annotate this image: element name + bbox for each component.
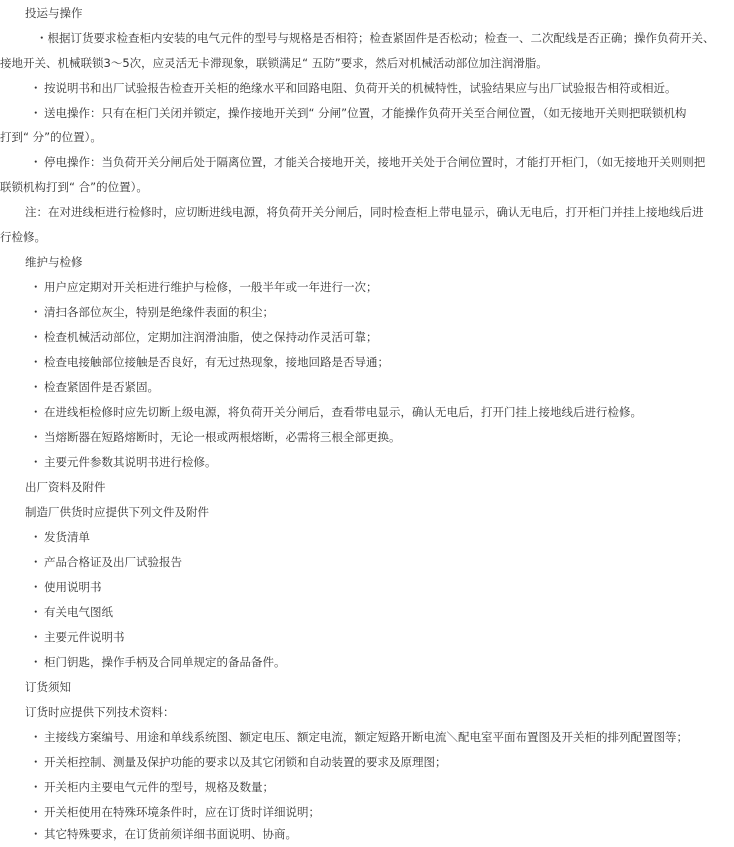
list-item	[0, 76, 734, 101]
list-item	[0, 350, 734, 375]
paragraph-line: 联锁机构打到“ 合”的位置）。	[0, 180, 148, 194]
bullet-icon: ・	[30, 155, 42, 169]
section-heading-ordering: 订货须知	[25, 680, 71, 694]
bullet-icon: ・	[30, 805, 42, 819]
list-item-text: 检查机械活动部位，定期加注润滑油脂，使之保持动作灵活可靠；	[44, 330, 378, 344]
list-item-text: 检查电接触部位接触是否良好，有无过热现象，接地回路是否导通；	[44, 355, 389, 369]
bullet-icon: ・	[30, 430, 42, 444]
list-item-text: 使用说明书	[44, 580, 102, 594]
list-item-text: 主接线方案编号、用途和单线系统图、额定电压、额定电流，额定短路开断电流＼配电室平面布置图及开关柜的排列配置图等；	[44, 730, 688, 744]
paragraph-line: 接地开关、机械联锁3～5次，应灵活无卡滞现象，联锁满足“ 五防”要求，然后对机械活动部位加注润滑脂。	[0, 56, 548, 70]
section-heading-transport: 投运与操作	[25, 6, 83, 20]
bullet-icon: ・	[30, 305, 42, 319]
list-item	[0, 275, 734, 300]
list-item	[0, 550, 734, 575]
list-item	[0, 525, 734, 550]
section-heading-documents: 出厂资料及附件	[25, 480, 106, 494]
list-item-text: 送电操作：只有在柜门关闭并锁定，操作接地开关到“ 分闸”位置，才能操作负荷开关至合闸位置，（如无接地开关则把联锁机构	[44, 106, 687, 120]
bullet-icon: ・	[30, 530, 42, 544]
list-item-text: 主要元件参数其说明书进行检修。	[44, 455, 217, 469]
list-item-text: 其它特殊要求，在订货前须详细书面说明、协商。	[44, 827, 297, 841]
list-item	[0, 822, 734, 847]
bullet-icon: ・	[30, 380, 42, 394]
list-item	[0, 425, 734, 450]
list-item	[0, 325, 734, 350]
list-item	[0, 375, 734, 400]
list-item	[0, 600, 734, 625]
bullet-icon: ・	[30, 455, 42, 469]
bullet-icon: ・	[30, 630, 42, 644]
list-item	[0, 400, 734, 425]
list-item-text: 用户应定期对开关柜进行维护与检修，一般半年或一年进行一次；	[44, 280, 378, 294]
bullet-icon: ・	[30, 580, 42, 594]
bullet-icon: ・	[30, 780, 42, 794]
list-item	[0, 450, 734, 475]
list-item	[0, 300, 734, 325]
bullet-icon: ・	[30, 355, 42, 369]
list-item-text: 停电操作：当负荷开关分闸后处于隔离位置，才能关合接地开关，接地开关处于合闸位置时，才能打开柜门，（如无接地开关则则把	[44, 155, 706, 169]
list-item	[0, 750, 734, 775]
list-item-text: 柜门钥匙，操作手柄及合同单规定的备品备件。	[44, 655, 286, 669]
list-item	[0, 150, 734, 175]
bullet-icon: ・	[30, 605, 42, 619]
bullet-icon: ・	[30, 730, 42, 744]
list-item	[0, 575, 734, 600]
list-item	[0, 625, 734, 650]
list-item-text: 开关柜控制、测量及保护功能的要求以及其它闭锁和自动装置的要求及原理图；	[44, 755, 447, 769]
note-line: 注：在对进线柜进行检修时，应切断进线电源，将负荷开关分闸后，同时检查柜上带电显示，确认无电后，打开柜门并挂上接地线后进	[25, 205, 704, 219]
paragraph-line: ・根据订货要求检查柜内安装的电气元件的型号与规格是否相符；检查紧固件是否松动；检查一、二次配线是否正确；操作负荷开关、	[36, 31, 715, 45]
note-line: 行检修。	[0, 230, 46, 244]
bullet-icon: ・	[30, 81, 42, 95]
list-item-text: 发货清单	[44, 530, 90, 544]
section-intro: 制造厂供货时应提供下列文件及附件	[25, 505, 209, 519]
list-item-text: 有关电气图纸	[44, 605, 113, 619]
list-item-text: 检查紧固件是否紧固。	[44, 380, 159, 394]
list-item-text: 主要元件说明书	[44, 630, 125, 644]
bullet-icon: ・	[30, 555, 42, 569]
list-item	[0, 650, 734, 675]
list-item-text: 开关柜使用在特殊环境条件时，应在订货时详细说明；	[44, 805, 320, 819]
list-item	[0, 775, 734, 800]
bullet-icon: ・	[30, 827, 42, 841]
list-item-text: 在进线柜检修时应先切断上级电源，将负荷开关分闸后，查看带电显示，确认无电后，打开门挂上接地线后进行检修。	[44, 405, 642, 419]
section-heading-maintenance: 维护与检修	[25, 255, 83, 269]
list-item-text: 按说明书和出厂试验报告检查开关柜的绝缘水平和回路电阻、负荷开关的机械特性，试验结果应与出厂试验报告相符或相近。	[44, 81, 677, 95]
paragraph-line: 打到“ 分”的位置）。	[0, 130, 102, 144]
list-item-text: 开关柜内主要电气元件的型号，规格及数量；	[44, 780, 274, 794]
section-intro: 订货时应提供下列技术资料：	[25, 705, 175, 719]
list-item	[0, 725, 734, 750]
bullet-icon: ・	[30, 280, 42, 294]
bullet-icon: ・	[30, 106, 42, 120]
list-item-text: 产品合格证及出厂试验报告	[44, 555, 182, 569]
bullet-icon: ・	[30, 405, 42, 419]
bullet-icon: ・	[30, 655, 42, 669]
list-item-text: 清扫各部位灰尘，特别是绝缘件表面的积尘；	[44, 305, 274, 319]
bullet-icon: ・	[30, 755, 42, 769]
list-item	[0, 101, 734, 126]
list-item-text: 当熔断器在短路熔断时，无论一根或两根熔断，必需将三根全部更换。	[44, 430, 401, 444]
bullet-icon: ・	[30, 330, 42, 344]
